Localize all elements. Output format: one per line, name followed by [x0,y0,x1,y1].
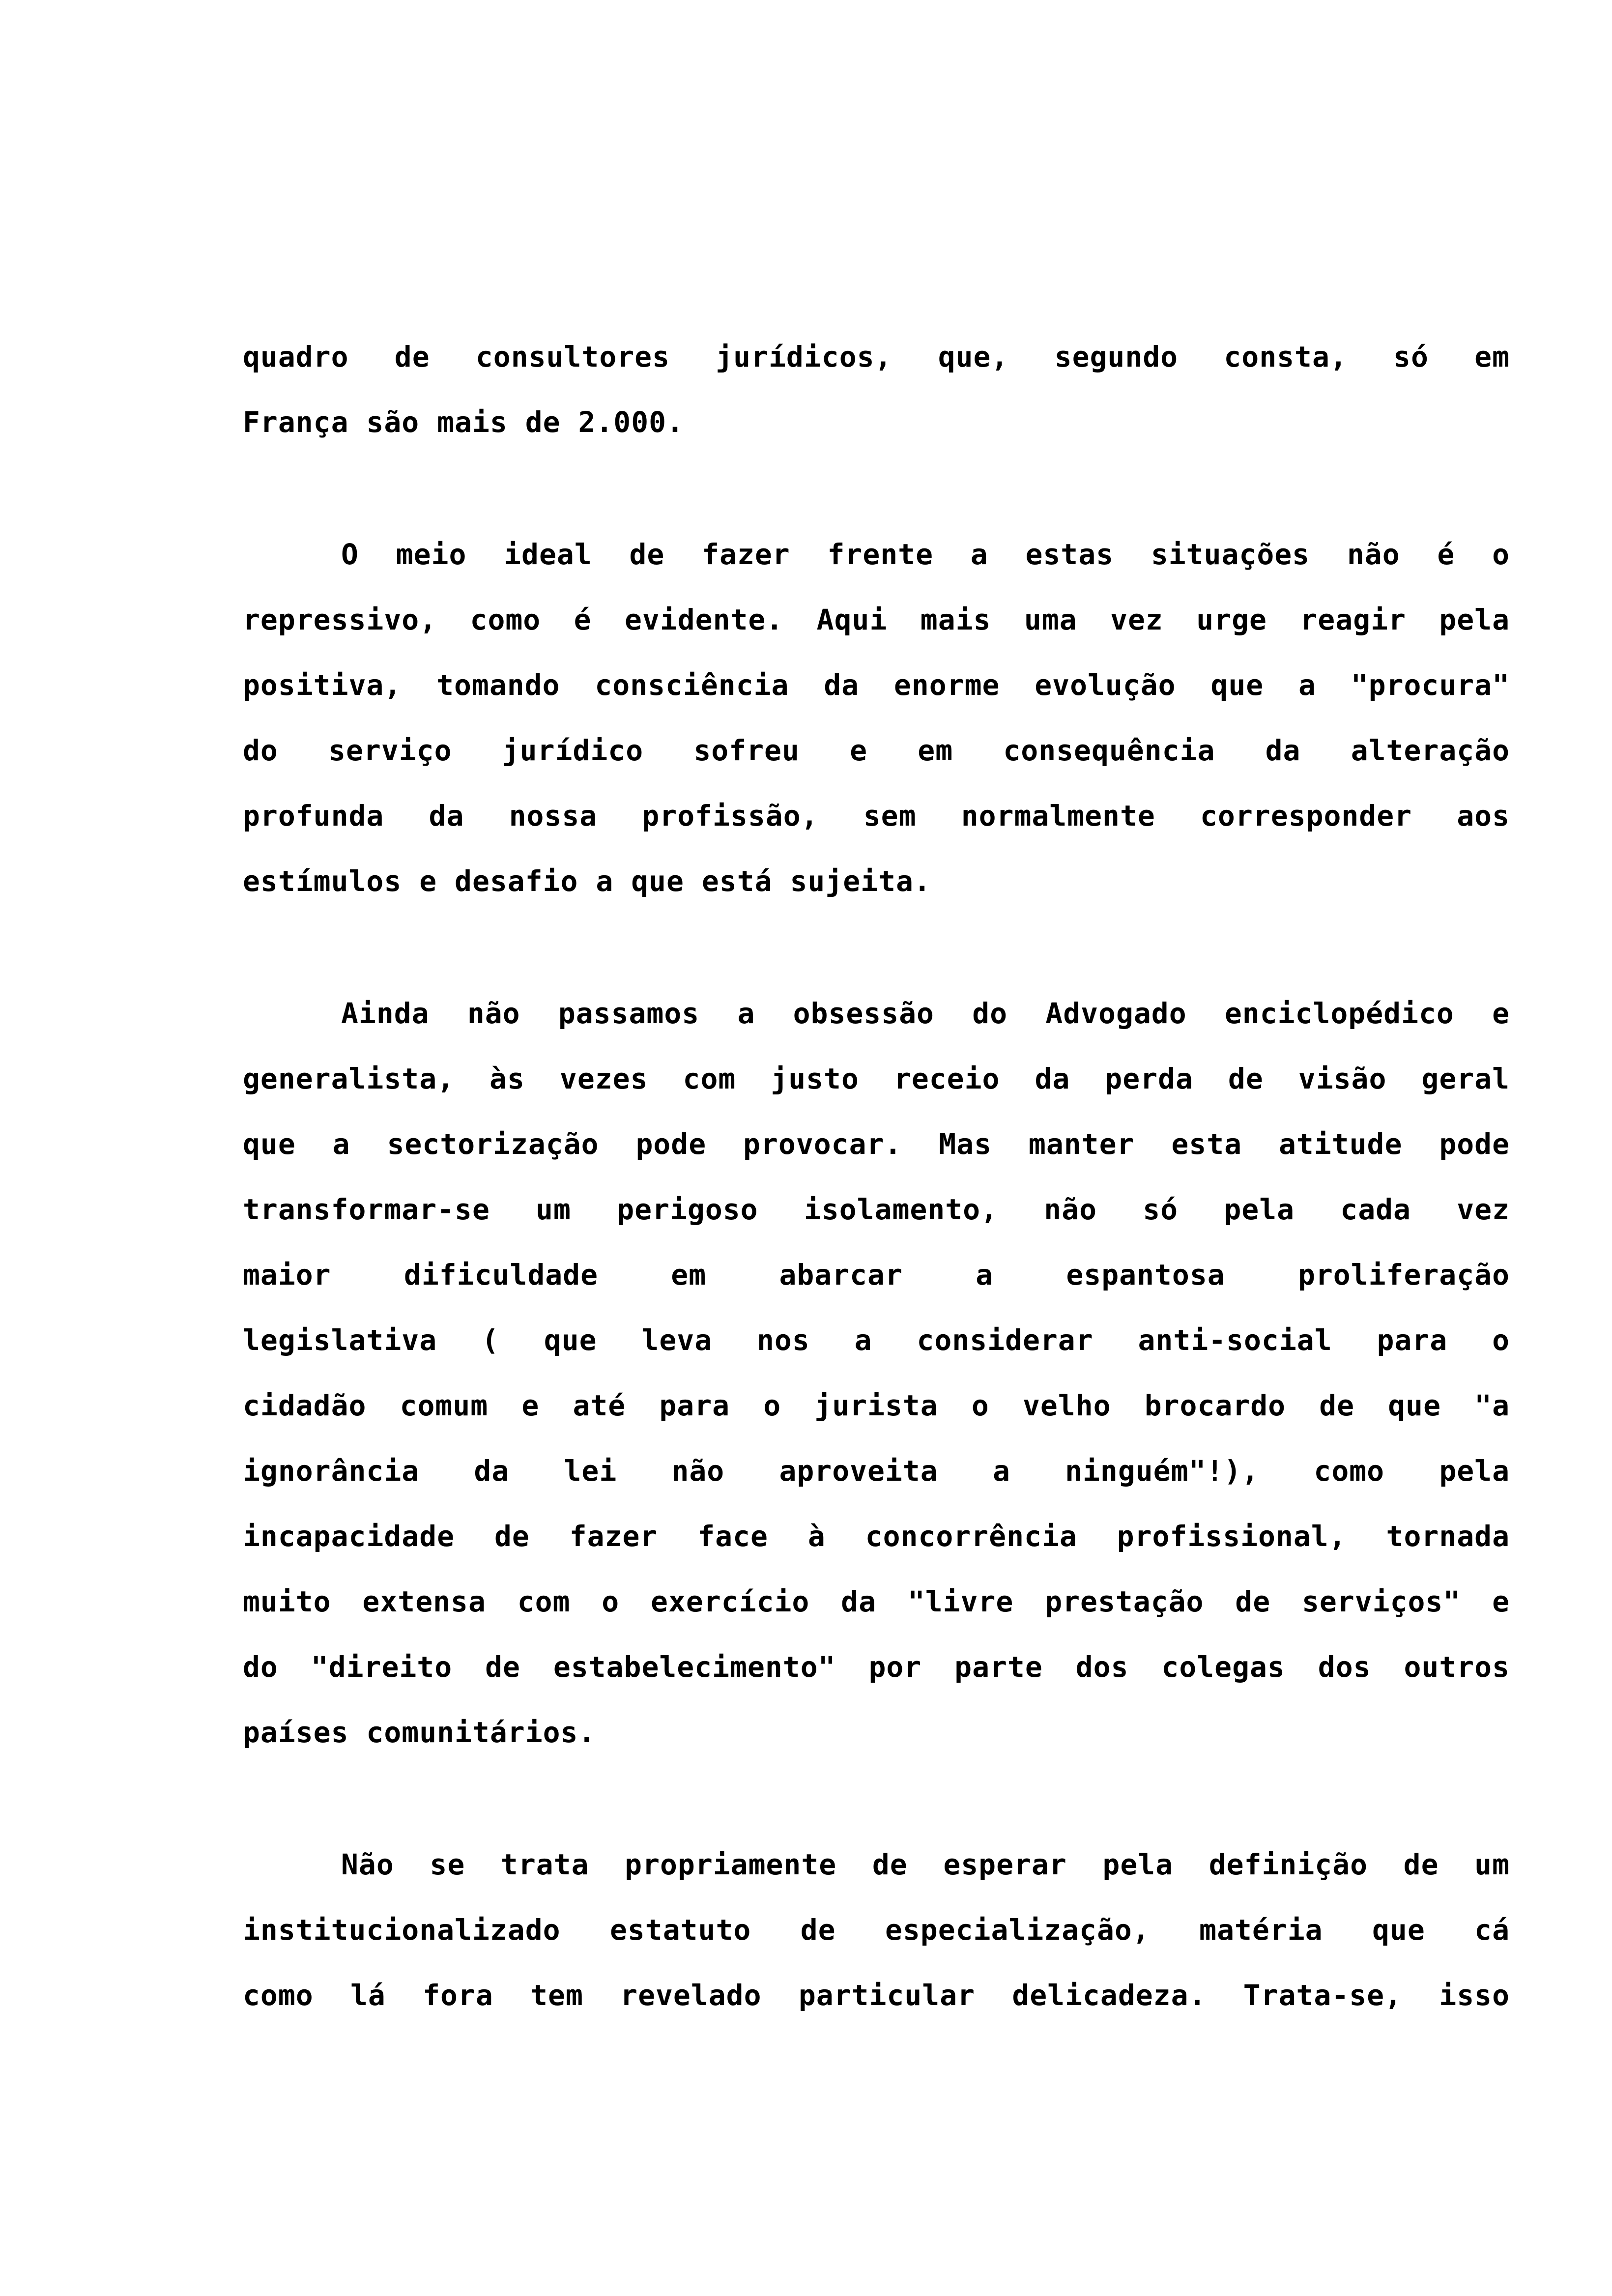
text-line: do serviço jurídico sofreu e em consequência da alteração [243,734,1510,767]
text-line: que a sectorização pode provocar. Mas manter esta atitude pode [243,1127,1510,1161]
text-line: repressivo, como é evidente. Aqui mais uma vez urge reagir pela [243,603,1510,636]
text-line: maior dificuldade em abarcar a espantosa proliferação [243,1258,1510,1292]
paragraph-generalist [243,981,1510,1765]
text-line: institucionalizado estatuto de especialização, matéria que cá [243,1913,1510,1947]
text-line: estímulos e desafio a que está sujeita. [243,864,931,898]
text-line: do "direito de estabelecimento" por parte dos colegas dos outros [243,1650,1510,1684]
text-line: França são mais de 2.000. [243,405,684,439]
text-line: muito extensa com o exercício da "livre prestação de serviços" e [243,1585,1510,1618]
text-line: generalista, às vezes com justo receio da perda de visão geral [243,1062,1510,1095]
text-line: legislativa ( que leva nos a considerar anti-social para o [243,1323,1510,1357]
text-line: cidadão comum e até para o jurista o velho brocardo de que "a [243,1389,1510,1422]
text-line: positiva, tomando consciência da enorme evolução que a "procura" [243,668,1510,702]
text-line: quadro de consultores jurídicos, que, segundo consta, só em [243,340,1510,373]
text-line: incapacidade de fazer face à concorrência profissional, tornada [243,1520,1510,1553]
paragraph-continuation [243,324,1510,455]
text-line: Não se trata propriamente de esperar pela definição de um [341,1848,1510,1881]
text-line: países comunitários. [243,1716,596,1749]
text-line: profunda da nossa profissão, sem normalmente corresponder aos [243,799,1510,832]
text-line: ignorância da lei não aproveita a ninguém"!), como pela [243,1454,1510,1488]
text-line: como lá fora tem revelado particular delicadeza. Trata-se, isso [243,1979,1510,2012]
paragraph-repressive [243,522,1510,914]
text-line: Ainda não passamos a obsessão do Advogado enciclopédico e [341,997,1510,1030]
text-line: transformar-se um perigoso isolamento, não só pela cada vez [243,1193,1510,1226]
paragraph-specialization [243,1832,1510,2028]
text-line: O meio ideal de fazer frente a estas situações não é o [341,538,1510,571]
